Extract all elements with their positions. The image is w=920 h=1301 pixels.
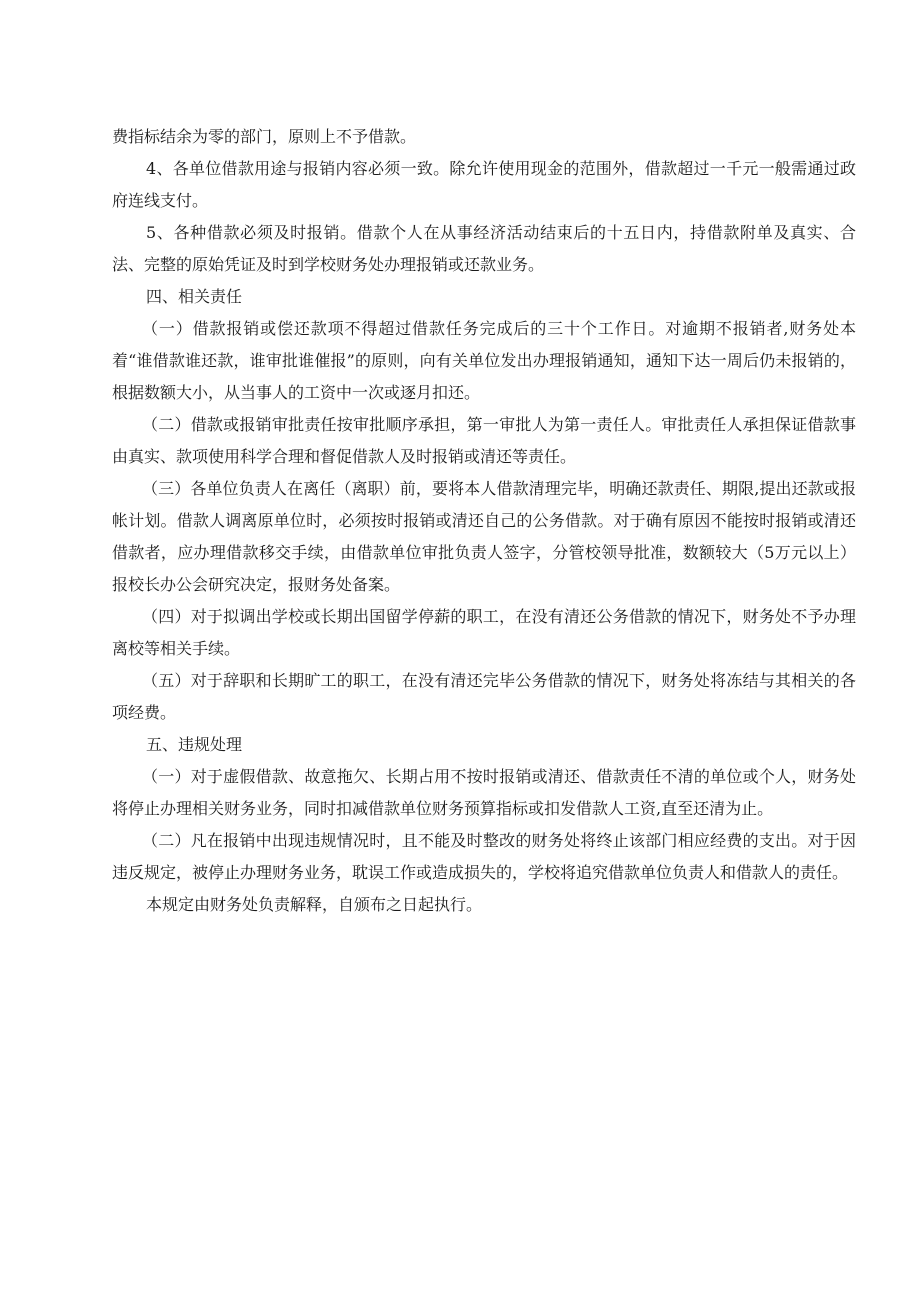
paragraph-responsibility-3: （三）各单位负责人在离任（离职）前，要将本人借款清理完毕，明确还款责任、期限,提出还款或报帐计划。借款人调离原单位时，必须按时报销或清还自己的公务借款。对于确有原因不能按时报销或清还借款者，应办理借款移交手续，由借款单位审批负责人签字，分管校领导批准，数额较大（5万元以上）报校长办公会研究决定，报财务处备案。 (112, 479, 856, 594)
paragraph-responsibility-5: （五）对于辞职和长期旷工的职工，在没有清还完毕公务借款的情况下，财务处将冻结与其相关的各项经费。 (112, 671, 856, 722)
paragraph-item-5: 5、各种借款必须及时报销。借款个人在从事经济活动结束后的十五日内，持借款附单及真实、合法、完整的原始凭证及时到学校财务处办理报销或还款业务。 (112, 223, 856, 274)
section-heading-violations: 五、违规处理 (146, 735, 243, 754)
paragraph-item-4: 4、各单位借款用途与报销内容必须一致。除允许使用现金的范围外，借款超过一千元一般需通过政府连线支付。 (112, 159, 856, 210)
paragraph-violations-1: （一）对于虚假借款、故意拖欠、长期占用不按时报销或清还、借款责任不清的单位或个人，财务处将停止办理相关财务业务，同时扣减借款单位财务预算指标或扣发借款人工资,直至还清为止。 (112, 767, 856, 818)
paragraph-closing: 本规定由财务处负责解释，自颁布之日起执行。 (146, 895, 483, 914)
document-page (112, 121, 856, 921)
paragraph-continuation: 费指标结余为零的部门，原则上不予借款。 (112, 127, 417, 146)
paragraph-responsibility-1: （一）借款报销或偿还款项不得超过借款任务完成后的三十个工作日。对逾期不报销者,财务处本着“谁借款谁还款，谁审批谁催报”的原则，向有关单位发出办理报销通知，通知下达一周后仍未报销的，根据数额大小，从当事人的工资中一次或逐月扣还。 (112, 319, 856, 402)
paragraph-violations-2: （二）凡在报销中出现违规情况时，且不能及时整改的财务处将终止该部门相应经费的支出。对于因违反规定，被停止办理财务业务，耽误工作或造成损失的，学校将追究借款单位负责人和借款人的责任。 (112, 831, 856, 882)
paragraph-responsibility-2: （二）借款或报销审批责任按审批顺序承担，第一审批人为第一责任人。审批责任人承担保证借款事由真实、款项使用科学合理和督促借款人及时报销或清还等责任。 (112, 415, 856, 466)
paragraph-responsibility-4: （四）对于拟调出学校或长期出国留学停薪的职工，在没有清还公务借款的情况下，财务处不予办理离校等相关手续。 (112, 607, 856, 658)
section-heading-responsibility: 四、相关责任 (146, 287, 243, 306)
